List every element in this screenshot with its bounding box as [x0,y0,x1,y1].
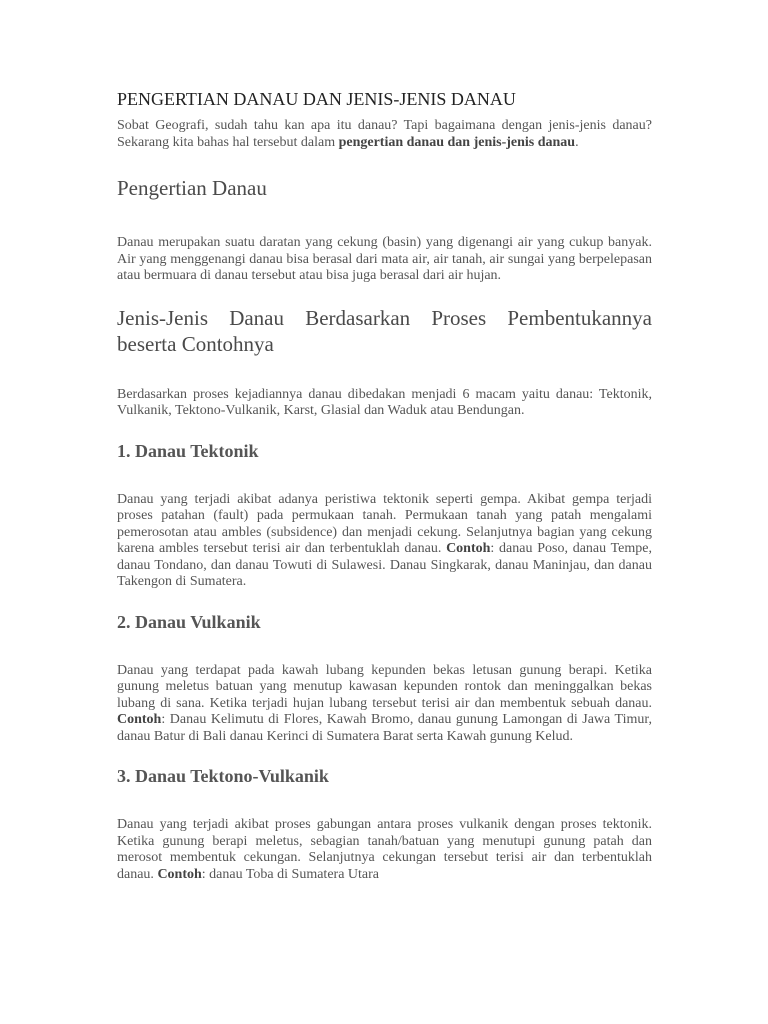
vulkanik-text: Danau yang terdapat pada kawah lubang kepunden bekas letusan gunung berapi. Ketika gunung meletus batuan yang menutup kawasan kepunden rontok dan meninggalkan bekas lubang di sana. Ketika terjadi hujan lubang tersebut terisi air dan membentuk sebuah danau. [117,662,652,711]
subsection-heading-vulkanik: 2. Danau Vulkanik [117,611,261,632]
vulkanik-paragraph [117,663,652,746]
intro-end: . [575,134,579,150]
section-heading-jenis: Jenis-Jenis Danau Berdasarkan Proses Pembentukannya beserta Contohnya [117,305,652,356]
tektono-vulkanik-paragraph [117,817,652,883]
intro-bold-text: pengertian danau dan jenis-jenis danau [338,134,576,150]
tektono-vulkanik-text: Danau yang terjadi akibat proses gabungan antara proses vulkanik dengan proses tektonik. Ketika gunung berapi meletus, sebagian tanah/batuan yang menutupi gunung patah dan merosot membentuk cekungan. Selanjutnya cekungan tersebut terisi air dan terbentuklah danau. [117,817,652,882]
tektono-vulkanik-contoh-label: Contoh [157,866,202,882]
tektono-vulkanik-examples: : danau Toba di Sumatera Utara [201,866,379,882]
intro-text: Sobat Geografi, sudah tahu kan apa itu danau? Tapi bagaimana dengan jenis-jenis danau? Sekarang kita bahas hal tersebut dalam [117,118,652,150]
vulkanik-contoh-label: Contoh [117,712,162,727]
subsection-heading-tektonik: 1. Danau Tektonik [117,440,259,461]
tektonik-contoh-label: Contoh [446,541,491,556]
tektonik-text: Danau yang terjadi akibat adanya peristiwa tektonik seperti gempa. Akibat gempa terjadi proses patahan (fault) pada permukaan tanah. Permukaan tanah yang patah mengalami pemerosotan atau ambles (subsidence) dan menjadi cekung. Selanjutnya bagian yang cekung karena ambles tersebut terisi air dan terbentuklah danau. [117,491,652,556]
vulkanik-examples: : Danau Kelimutu di Flores, Kawah Bromo, danau gunung Lamongan di Jawa Timur, danau Batur di Bali danau Kerinci di Sumatera Barat serta Kawah gunung Kelud. [117,712,652,744]
document-title: PENGERTIAN DANAU DAN JENIS-JENIS DANAU [117,89,516,109]
tektonik-paragraph [117,492,652,591]
tektonik-examples: : danau Poso, danau Tempe, danau Tondano, dan danau Towuti di Sulawesi. Danau Singkarak, danau Maninjau, dan danau Takengon di Sumatera. [117,541,652,589]
intro-paragraph [117,118,652,151]
subsection-heading-tektono-vulkanik: 3. Danau Tektono-Vulkanik [117,766,329,786]
section-heading-pengertian: Pengertian Danau [117,176,267,200]
pengertian-paragraph: Danau merupakan suatu daratan yang cekung (basin) yang digenangi air yang cukup banyak. Air yang menggenangi danau bisa berasal dari mata air, air tanah, air sungai yang berpelepasan atau bermuara di danau tersebut atau bisa juga berasal dari air hujan. [117,235,652,283]
jenis-paragraph: Berdasarkan proses kejadiannya danau dibedakan menjadi 6 macam yaitu danau: Tektonik, Vulkanik, Tektono-Vulkanik, Karst, Glasial dan Waduk atau Bendungan. [117,386,652,418]
